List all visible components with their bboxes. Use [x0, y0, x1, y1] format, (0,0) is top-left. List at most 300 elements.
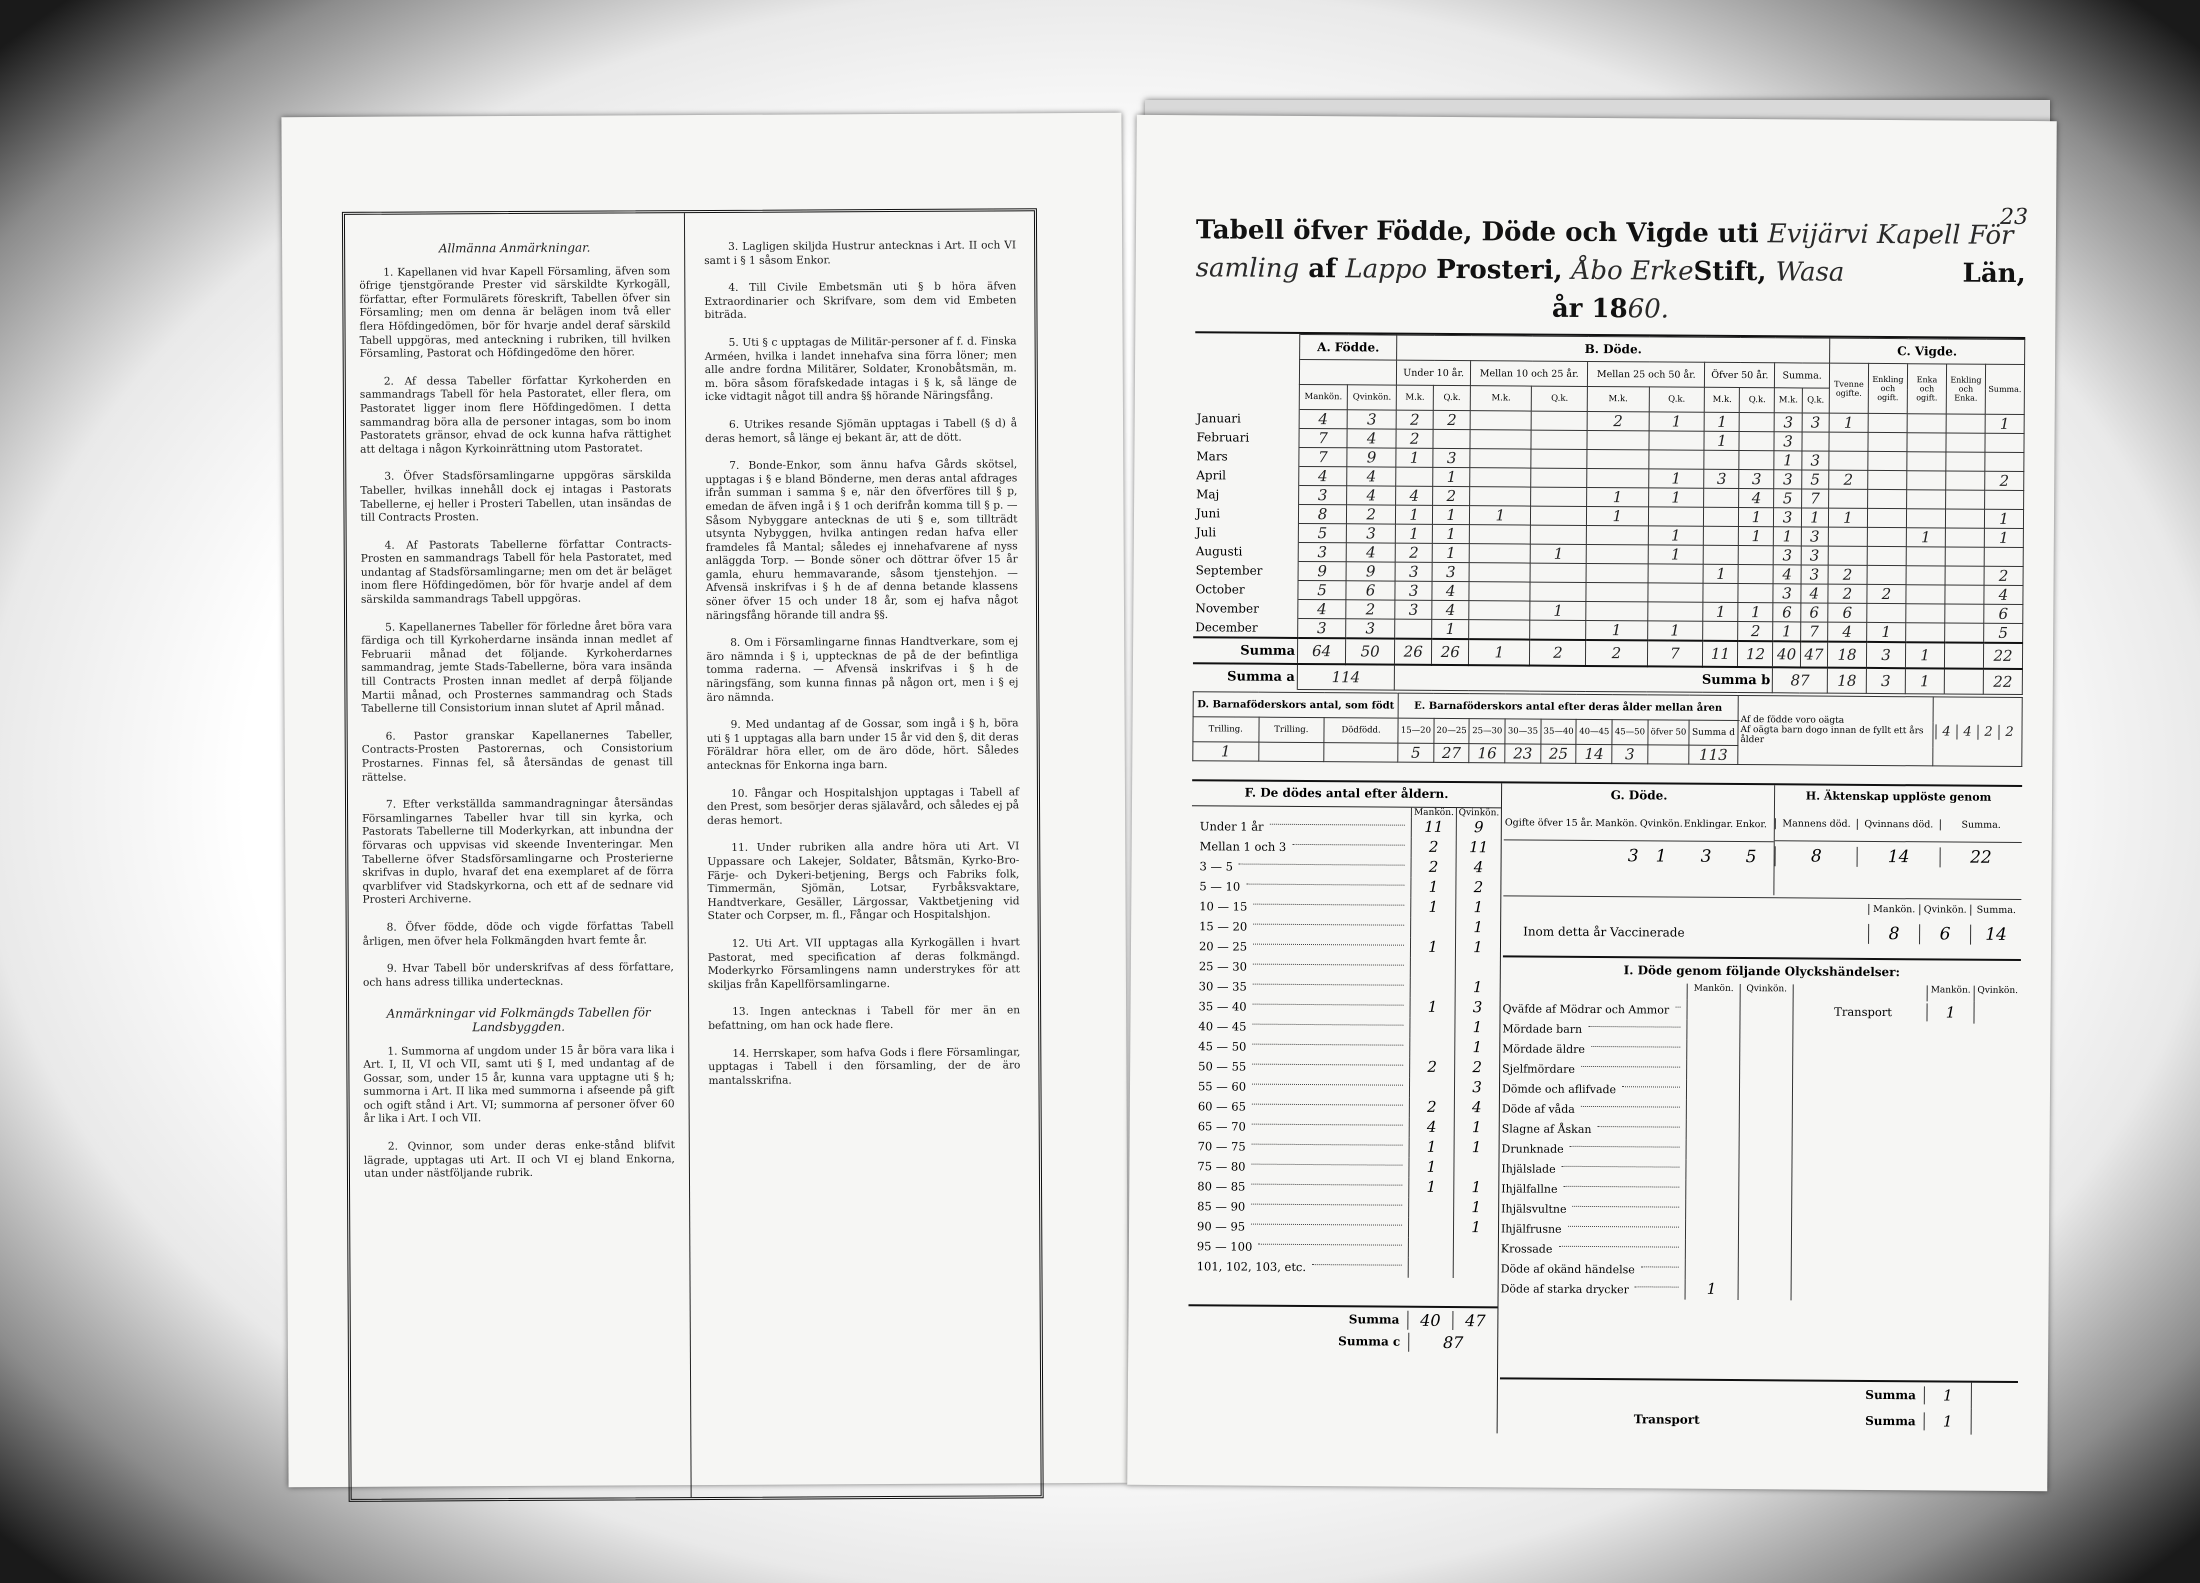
age-death-female: 11: [1456, 838, 1501, 858]
accident-row: [1501, 1278, 1791, 1300]
vacc-header: Summa.: [1970, 904, 2021, 915]
accident-label: Ihjälfrusne: [1500, 1221, 1562, 1236]
month-value: [1739, 451, 1774, 470]
month-value: 5: [1298, 523, 1346, 542]
instruction-note: 13. Ingen antecknas i Tabell för mer än en befattning, om han ock hade flere.: [708, 1004, 1021, 1032]
vacc-label: Inom detta år Vaccinerade: [1523, 924, 1685, 940]
accident-female: [1739, 1060, 1792, 1080]
age-death-male: 1: [1409, 998, 1454, 1018]
age-death-male: 2: [1411, 838, 1456, 858]
instruction-note: 2. Af dessa Tabeller författar Kyrkoherden en sammandrags Tabell för hela Pastoratet, eller flera, om Pastoratet ligger inom flere Höfdingedömen. I detta sammandrag böra alla de personer intagas, som bo inom Pastoratets gränsor, ehvad de ock kunna hafva rättighet att deltaga i någon Kyrkoinrättning utom Pastoratet.: [359, 373, 672, 456]
summa-value: 1: [1905, 642, 1944, 668]
age-death-female: 1: [1454, 1118, 1499, 1138]
month-value: 1: [1647, 621, 1703, 641]
month-value: [1739, 565, 1774, 584]
month-value: 1: [1395, 524, 1432, 543]
age-death-female: 1: [1453, 1218, 1498, 1238]
month-label: Februari: [1194, 428, 1299, 448]
instruction-note: 9. Hvar Tabell bör underskrifvas af dess författare, och hans adress tillika undertecknas.: [362, 961, 674, 989]
month-label: Augusti: [1194, 542, 1299, 562]
summa-value: 18: [1827, 642, 1866, 668]
age-death-row: [1191, 896, 1500, 918]
summa-value: 2: [1586, 640, 1647, 666]
dissolved-value: 8: [1775, 846, 1857, 867]
marriage-type-header: Enkling och ogift.: [1868, 363, 1907, 413]
age-group-header: Mellan 25 och 50 år.: [1588, 361, 1705, 387]
month-value: [1470, 411, 1531, 430]
deanery-name: Lappo: [1345, 254, 1428, 285]
folkmangd-notes: [363, 1044, 675, 1182]
accident-label: Sjelfmördare: [1502, 1061, 1575, 1076]
vaccination-block: [1503, 895, 2021, 955]
age-group-header: Mellan 10 och 25 år.: [1471, 361, 1588, 387]
form-title-line-2: [1196, 253, 2026, 297]
sec-c-header: C. Vigde.: [1830, 338, 2025, 364]
leader-dots: [1312, 1264, 1402, 1266]
month-value: [1530, 582, 1586, 601]
instruction-note: 2. Qvinnor, som under deras enke-stånd blifvit lägrade, upptagas uti Art. II och VI ej bland Enkorna, utan under nästföljande rubrik.: [363, 1139, 675, 1181]
mothers-type-header: Trilling.: [1193, 717, 1259, 742]
month-value: [1469, 544, 1530, 563]
month-value: [1530, 620, 1586, 640]
accident-rows: [1501, 998, 1793, 1300]
leader-dots: [1591, 1046, 1680, 1048]
age-death-male: 1: [1408, 1158, 1453, 1178]
instruction-note: 9. Med undantag af de Gossar, som ingå i § h, böra uti § 1 upptagas alla barn under 15 år vid den §, dit deras Föräldrar höra eller, om de äro döde, hört. Således antecknas för Enkorna inga barn.: [706, 717, 1019, 772]
summa-b-marriage-value: [1944, 668, 1983, 694]
month-value: [1704, 507, 1739, 526]
age-group-header: Under 10 år.: [1397, 360, 1471, 386]
leader-dots: [1581, 1106, 1680, 1108]
year-printed: år 18: [1551, 293, 1628, 325]
accident-male: [1686, 1040, 1739, 1060]
i-col-mankon: Mankön.: [1687, 984, 1740, 1000]
leader-dots: [1253, 904, 1404, 906]
accident-male: 1: [1685, 1280, 1738, 1300]
age-death-female: [1453, 1238, 1498, 1258]
age-group-header: Öfver 50 år.: [1705, 362, 1775, 387]
month-value: [1985, 490, 2024, 509]
month-value: 3: [1346, 619, 1395, 639]
accident-label: Mördade barn: [1502, 1021, 1583, 1036]
vacc-row: [1503, 916, 2021, 950]
dissolved-header: Mannens död.: [1775, 818, 1857, 830]
instruction-note: 1. Summorna af ungdom under 15 år böra vara lika i Art. I, II, VI och VII, samt uti § I, med undantag af de Gossar, som, under 15 år, kunna vara upptagne uti § h; summorna i Art. II lika med summorna i afseende på gift och ogift stånd i Art. VI; summorna af personer öfver 60 år lika i Art. I och VII.: [363, 1043, 675, 1126]
age-death-row: [1191, 916, 1500, 938]
i-right-col-qvinkon: Qvinkön.: [1974, 986, 2021, 1002]
month-value: [1586, 563, 1647, 582]
month-value: 4: [1984, 585, 2023, 604]
month-value: [1587, 430, 1648, 449]
mothers-age-value: 16: [1469, 744, 1505, 763]
age-death-female: [1453, 1258, 1498, 1278]
month-value: 1: [1587, 506, 1648, 525]
age-death-female: 1: [1455, 918, 1500, 938]
month-value: [1946, 452, 1985, 471]
month-value: 1: [1984, 528, 2023, 547]
age-range-label: 45 — 50: [1198, 1039, 1247, 1054]
month-value: [1704, 488, 1739, 507]
dissolved-value: 14: [1857, 847, 1939, 868]
accident-female: [1738, 1160, 1791, 1180]
month-value: [1907, 433, 1946, 452]
month-value: [1907, 414, 1946, 433]
month-value: [1867, 527, 1906, 546]
marriage-type-header: Summa.: [1985, 364, 2024, 414]
age-range-label: 3 — 5: [1199, 859, 1234, 874]
month-label: November: [1193, 599, 1298, 619]
summa-b-value: 87: [1773, 667, 1828, 693]
month-value: 9: [1346, 562, 1395, 581]
age-death-male: [1409, 1018, 1454, 1038]
accident-row: [1502, 1098, 1792, 1120]
month-value: 3: [1739, 470, 1774, 489]
month-value: 3: [1298, 542, 1346, 561]
month-value: [1946, 433, 1985, 452]
month-value: [1868, 413, 1907, 432]
accident-label: Drunknade: [1501, 1141, 1564, 1156]
month-value: 1: [1396, 505, 1433, 524]
month-value: 1: [1704, 412, 1739, 431]
month-value: 3: [1395, 600, 1432, 619]
month-value: 3: [1801, 546, 1828, 565]
age-range-label: Under 1 år: [1199, 819, 1264, 834]
male-subheader: M.k.: [1396, 385, 1433, 410]
age-range-label: 85 — 90: [1197, 1199, 1246, 1214]
summa-a-row: [1193, 663, 2023, 694]
transport-row: [1799, 1000, 2020, 1024]
accident-label: Ihjälsvultne: [1501, 1201, 1567, 1216]
instruction-note: 1. Kapellanen vid hvar Kapell Församling, äfven som öfrige tjenstgörande Prester vid särskildte Kyrkogäll, författar, efter Formulärets föreskrift, Tabellen öfver sin Församling; men om denna är belägen inom två eller flera Höfdingedömen, bör för hvarje andel deraf särskild Tabell uppgöras, med anteckning i rubriken, till hvilken Församling, Pastorat och Höfdingedöme den hörer.: [359, 264, 671, 360]
female-subheader: Q.k.: [1802, 388, 1829, 413]
month-value: 5: [1984, 623, 2023, 643]
month-value: 1: [1773, 622, 1800, 642]
month-value: 4: [1347, 486, 1396, 505]
marriage-type-header: Enka och ogift.: [1907, 364, 1946, 414]
summa-value: 47: [1800, 641, 1827, 667]
month-value: [1586, 544, 1647, 563]
accident-label: Qväfde af Mödrar och Ammor: [1502, 1001, 1670, 1017]
month-value: [1531, 506, 1587, 525]
instruction-note: 6. Pastor granskar Kapellanernes Tabeller, Contracts-Prosten Pastorernas, och Consistorium Prostarnes. Finnas fel, så återsändas de genast till rättelse.: [361, 728, 673, 784]
vacc-value: 6: [1919, 924, 1970, 944]
vacc-header: Mankön.: [1868, 903, 1919, 914]
age-death-male: 2: [1409, 1098, 1454, 1118]
month-value: [1945, 623, 1984, 643]
accident-female: [1738, 1180, 1791, 1200]
age-range-label: 95 — 100: [1196, 1239, 1253, 1254]
female-subheader: Q.k.: [1532, 386, 1588, 411]
age-death-male: [1409, 1078, 1454, 1098]
age-death-female: 1: [1455, 978, 1500, 998]
right-page: [1127, 115, 2057, 1491]
accident-row: [1502, 1018, 1792, 1040]
month-value: [1907, 452, 1946, 471]
accident-label: Dömde och aflifvade: [1501, 1081, 1617, 1096]
month-value: [1829, 451, 1868, 470]
accident-label: Döde af okänd händelse: [1500, 1261, 1635, 1276]
month-value: 1: [1648, 526, 1704, 545]
age-death-female: 3: [1454, 998, 1499, 1018]
age-death-female: 1: [1454, 1138, 1499, 1158]
instruction-note: 14. Herrskaper, som hafva Gods i flere Församlingar, upptagas i Tabell i den församling, der de äro mantalsskrifna.: [708, 1045, 1021, 1087]
instruction-note: 12. Uti Art. VII upptagas alla Kyrkogällen i hvart Pastorat, med specification af deras folkmängd. Moderkyrko Församlingens namn understrykes för att skiljas från Kapellförsamlingarne.: [707, 936, 1020, 991]
summa-value: 2: [1530, 640, 1586, 666]
month-value: [1906, 604, 1945, 623]
age-death-row: [1191, 956, 1500, 978]
month-value: [1946, 490, 1985, 509]
month-value: [1946, 414, 1985, 433]
instruction-note: 7. Bonde-Enkor, som ännu hafva Gårds skötsel, upptagas i § e bland Bönderne, men deras antal afdrages ifrån summan i samma § e, när den öfverföres till § p, emedan de äfven ingå i § 1 och derifrån komma till § p. — Såsom Nybyggare antecknas de uti § e, som tillträdt utsynta Nybyggen, hvilka antingen redan hafva eller framdeles få Mantal; således ej innehafvarene af nyss anläggda Torp. — Bonde söner och döttrar öfver 15 år gamla, ehuru hemmavarande, såsom tjenstehjon. — Afvensä inskrifvas i § h de af denna betande klassens söner öfver 15 och under 18 år, som ej hafva något näringsfång hörande till andra §§.: [705, 458, 1018, 622]
leader-dots: [1251, 1184, 1402, 1186]
age-death-female: 3: [1454, 1078, 1499, 1098]
month-value: [1704, 526, 1739, 545]
diocese-name: Åbo Erke: [1571, 255, 1694, 287]
accident-label: Döde af våda: [1501, 1101, 1575, 1116]
age-range-label: 65 — 70: [1197, 1119, 1246, 1134]
month-value: 3: [1802, 413, 1829, 432]
month-value: 1: [1470, 506, 1531, 525]
general-notes: [359, 265, 674, 990]
mothers-type-value: [1324, 743, 1398, 763]
month-value: [1648, 431, 1704, 450]
age-death-male: 4: [1409, 1118, 1454, 1138]
age-death-row: [1190, 1136, 1499, 1158]
month-value: [1739, 432, 1774, 451]
accident-row: [1502, 1058, 1792, 1080]
month-value: 4: [1346, 543, 1395, 562]
summa-a-value: 114: [1297, 664, 1394, 690]
i-summa-row-2: [1500, 1405, 2018, 1435]
sec-e-header: E. Barnaföderskors antal efter deras ålder mellan åren: [1398, 693, 1738, 720]
h-values: [1775, 841, 2022, 873]
month-value: [1703, 583, 1738, 602]
accident-male: [1686, 1140, 1739, 1160]
left-page: [281, 113, 1128, 1487]
summa-value: 1: [1469, 639, 1530, 665]
month-value: [1867, 603, 1906, 622]
male-subheader: M.k.: [1705, 387, 1740, 412]
age-range-label: 5 — 10: [1199, 879, 1241, 894]
month-value: [1703, 545, 1738, 564]
mothers-age-value: 14: [1576, 744, 1612, 763]
mothers-age-value: 27: [1434, 743, 1470, 762]
age-death-row: [1191, 936, 1500, 958]
month-value: [1395, 619, 1432, 639]
month-value: 3: [1704, 469, 1739, 488]
word-stift: Stift,: [1693, 256, 1767, 288]
f-summa-mankon: 40: [1407, 1310, 1452, 1329]
month-value: [1906, 547, 1945, 566]
summa-b-marriage-value: 22: [1983, 669, 2022, 695]
instruction-note: 8. Om i Församlingarne finnas Handtverkare, som ej äro nämnda i § i, upptecknas de på de der befintliga tomma raderna. — Afvensä inskrifvas i § h de näringsfäng, som kunna finnas på någon ort, men i § ej äro nämnda.: [706, 635, 1019, 704]
i-summa-row-1: [1500, 1379, 2018, 1409]
summa-value: 12: [1738, 641, 1773, 667]
age-death-female: [1455, 958, 1500, 978]
accident-female: [1739, 1000, 1792, 1020]
mothers-table: [1192, 691, 2022, 767]
month-value: [1802, 432, 1829, 451]
mothers-age-header: 45—50: [1612, 720, 1648, 745]
summa-c-label: Summa c: [1338, 1334, 1401, 1349]
mothers-type-value: 1: [1193, 742, 1259, 761]
accident-female: [1738, 1240, 1791, 1260]
leader-dots: [1252, 1044, 1403, 1046]
leader-dots: [1252, 1084, 1403, 1086]
month-value: [1532, 411, 1588, 430]
illegitimate-value: 2: [1977, 724, 1998, 739]
month-value: [1946, 471, 1985, 490]
month-value: 2: [1346, 600, 1395, 619]
age-death-female: 1: [1455, 938, 1500, 958]
month-value: [1945, 604, 1984, 623]
leader-dots: [1252, 1144, 1403, 1146]
accident-row: [1501, 1218, 1791, 1240]
month-value: [1647, 602, 1703, 621]
age-death-row: [1189, 1236, 1498, 1258]
age-range-label: 40 — 45: [1198, 1019, 1247, 1034]
month-value: [1738, 584, 1773, 603]
summa-value: 40: [1773, 641, 1801, 667]
month-value: [1906, 585, 1945, 604]
instructions-frame: [342, 208, 1044, 1502]
month-value: 3: [1433, 448, 1470, 467]
leader-dots: [1251, 1224, 1402, 1226]
month-value: 2: [1867, 584, 1906, 603]
month-value: 2: [1984, 566, 2023, 585]
summa-value: 11: [1703, 641, 1738, 667]
age-death-row: [1192, 816, 1501, 838]
instruction-note: 8. Öfver födde, döde och vigde författas Tabell årligen, men öfver hela Folkmängden hvart femte år.: [362, 920, 674, 948]
leader-dots: [1581, 1066, 1680, 1068]
month-label: October: [1193, 580, 1298, 600]
month-value: 4: [1801, 584, 1828, 603]
f-col-qvinkon: Qvinkön.: [1456, 808, 1501, 818]
accident-label: Krossade: [1500, 1241, 1553, 1256]
summa-a-label: Summa a: [1193, 663, 1298, 689]
accident-row: [1502, 998, 1792, 1020]
month-value: [1985, 433, 2024, 452]
accident-row: [1501, 1198, 1791, 1220]
month-value: 4: [1299, 409, 1347, 428]
month-value: 1: [1739, 527, 1774, 546]
age-death-female: 1: [1453, 1178, 1498, 1198]
month-value: [1906, 566, 1945, 585]
month-value: 5: [1774, 489, 1801, 508]
month-value: 4: [1298, 599, 1346, 618]
month-value: 1: [1801, 508, 1828, 527]
accident-row: [1501, 1238, 1791, 1260]
month-value: [1945, 547, 1984, 566]
folkmangd-notes-heading: Anmärkningar vid Folkmängds Tabellen för Landsbyggden.: [386, 1005, 651, 1035]
age-death-male: [1408, 1258, 1453, 1278]
age-death-female: 1: [1453, 1198, 1498, 1218]
month-value: 6: [1773, 603, 1800, 622]
month-value: [1829, 432, 1868, 451]
month-value: [1945, 509, 1984, 528]
month-label: April: [1194, 466, 1299, 486]
month-value: 3: [1774, 470, 1801, 489]
month-value: 4: [1347, 429, 1396, 448]
month-value: [1829, 489, 1868, 508]
month-value: [1647, 583, 1703, 602]
marital-death-value: 1: [1655, 846, 1667, 867]
month-header-spacer: [1195, 334, 1300, 410]
marital-death-value: 3: [1700, 846, 1712, 867]
accident-female: [1739, 1040, 1792, 1060]
accident-row: [1501, 1178, 1791, 1200]
month-value: [1531, 430, 1587, 449]
sec-g-header: G. Döde.: [1610, 788, 1668, 803]
accident-male: [1685, 1220, 1738, 1240]
month-value: 5: [1298, 580, 1346, 599]
month-value: 1: [1396, 448, 1433, 467]
male-subheader: M.k.: [1775, 388, 1803, 413]
i-summa-area: [1500, 1377, 2018, 1437]
month-value: 2: [1828, 584, 1867, 603]
month-value: 9: [1298, 561, 1346, 580]
month-value: 4: [1432, 581, 1469, 600]
marital-death-header: Mankön.: [1595, 817, 1638, 829]
age-range-label: 20 — 25: [1198, 939, 1248, 954]
month-value: 2: [1396, 429, 1433, 448]
month-value: [1531, 449, 1587, 468]
month-value: [1828, 527, 1867, 546]
age-death-female: 2: [1455, 878, 1500, 898]
month-value: [1828, 546, 1867, 565]
summa-value: 64: [1297, 638, 1345, 664]
month-value: [1703, 621, 1738, 641]
month-value: [1469, 620, 1530, 640]
monthly-table: [1193, 333, 2025, 695]
month-value: [1470, 449, 1531, 468]
leader-dots: [1258, 1244, 1402, 1246]
summa-value: 7: [1647, 640, 1703, 666]
marital-death-value: 5: [1745, 847, 1757, 868]
month-value: [1587, 468, 1648, 487]
accidents-block: [1500, 955, 2021, 1437]
accident-row: [1502, 1038, 1792, 1060]
age-death-female: 1: [1455, 898, 1500, 918]
leader-dots: [1252, 1104, 1403, 1106]
age-death-male: [1408, 1238, 1453, 1258]
age-range-label: 90 — 95: [1196, 1219, 1246, 1234]
month-value: [1531, 487, 1587, 506]
age-death-female: 4: [1455, 858, 1500, 878]
month-label: Maj: [1194, 485, 1299, 505]
month-label: Juni: [1194, 504, 1299, 524]
page-number: 23: [2000, 204, 2029, 231]
age-death-row: [1192, 836, 1501, 858]
age-death-female: 1: [1454, 1018, 1499, 1038]
female-subheader: Q.k.: [1649, 387, 1705, 412]
month-value: [1704, 450, 1739, 469]
month-value: 1: [1648, 469, 1704, 488]
age-death-row: [1190, 1036, 1499, 1058]
month-value: 1: [1433, 524, 1470, 543]
mothers-age-header: 20—25: [1434, 718, 1470, 743]
month-value: 6: [1801, 603, 1828, 622]
summa-b-label: Summa b: [1394, 665, 1772, 693]
year-handwritten: 60.: [1627, 294, 1670, 325]
leader-dots: [1570, 1146, 1680, 1148]
accidents-right: [1791, 984, 2021, 1302]
accident-male: [1686, 1120, 1739, 1140]
instruction-note: 6. Utrikes resande Sjömän upptagas i Tabell (§ d) å deras hemort, så länge ej bekant är, att de dött.: [705, 417, 1018, 445]
f-summa-label: Summa: [1348, 1312, 1400, 1327]
mothers-type-header: Dödfödd.: [1324, 718, 1398, 744]
month-value: [1396, 467, 1433, 486]
